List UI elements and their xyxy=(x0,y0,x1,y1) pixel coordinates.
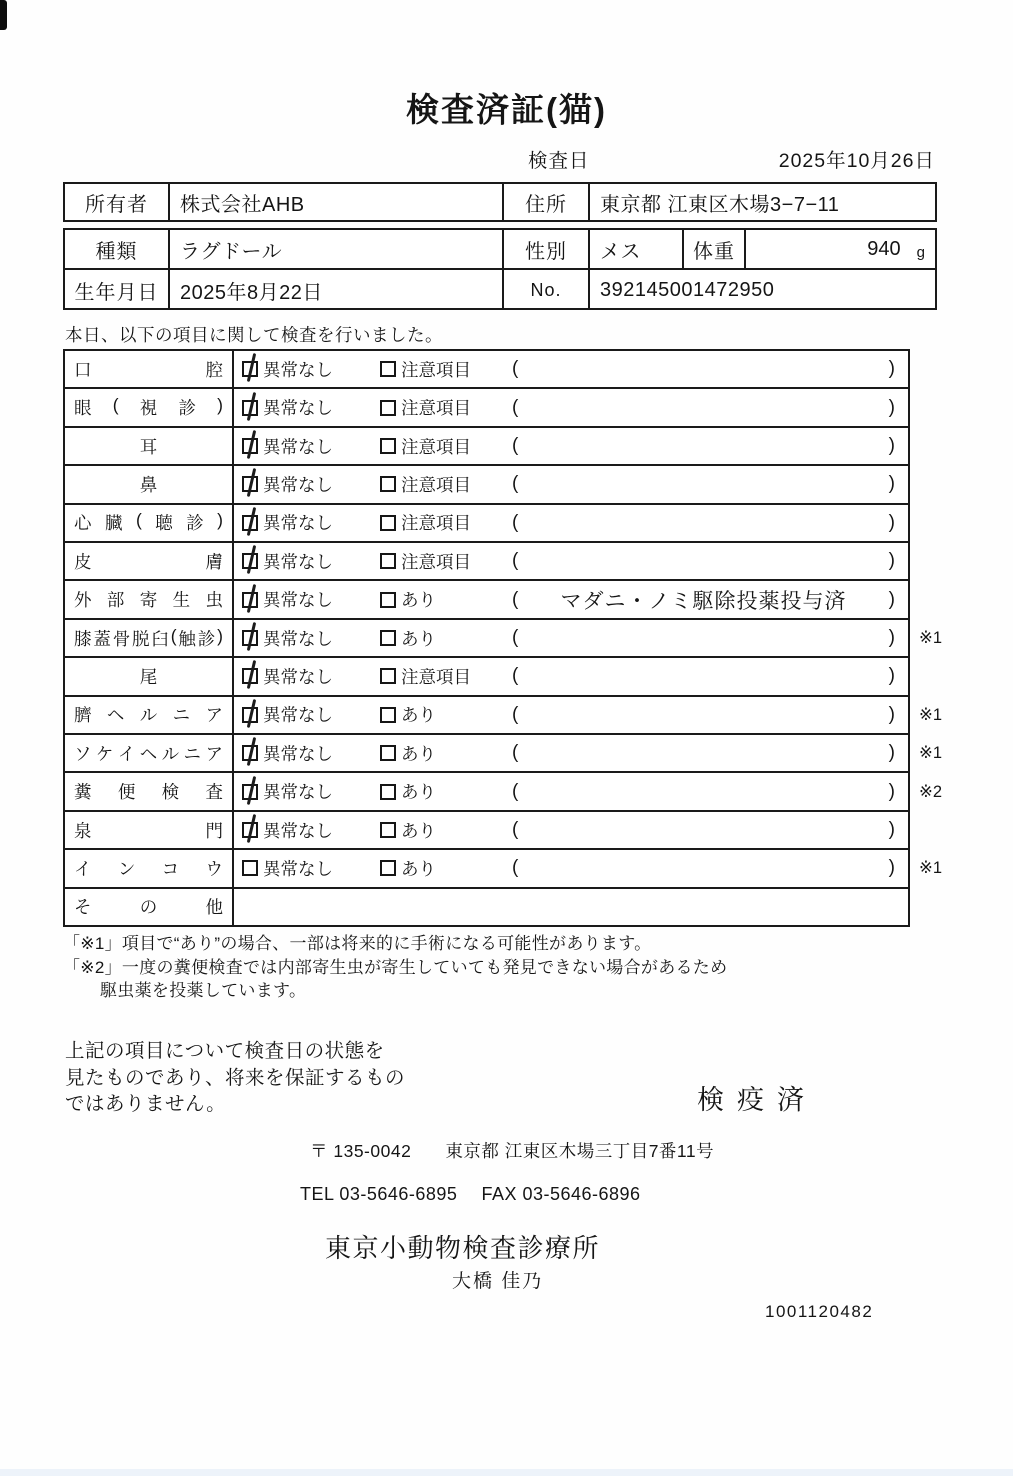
checklist-item-label: 口 腔 xyxy=(65,351,234,387)
alt-option xyxy=(380,779,512,804)
close-paren: ) xyxy=(888,857,895,879)
remark-area xyxy=(512,742,908,764)
alt-option xyxy=(380,434,512,459)
open-paren: ( xyxy=(512,742,519,764)
footnote-marker: ※1 xyxy=(919,744,943,763)
close-paren: ) xyxy=(888,396,895,418)
checklist-options xyxy=(234,543,908,579)
checklist-row xyxy=(65,620,943,658)
normal-option xyxy=(242,357,380,382)
alt-checkbox-label: あり xyxy=(401,590,436,611)
alt-option xyxy=(380,510,512,535)
close-paren: ) xyxy=(888,473,895,495)
sex-value: メス xyxy=(590,230,684,268)
pet-table xyxy=(63,228,937,310)
open-paren: ( xyxy=(512,588,519,610)
checklist-options xyxy=(234,735,908,771)
postal-line xyxy=(310,1138,714,1163)
footnote-marker: ※1 xyxy=(919,859,943,878)
checklist-item-label: 泉 門 xyxy=(65,812,234,848)
alt-checkbox[interactable] xyxy=(380,784,396,800)
normal-checkbox-label: 異常なし xyxy=(263,436,333,457)
tel-fax-line xyxy=(300,1184,641,1205)
footnotes xyxy=(63,932,727,1003)
checklist-options xyxy=(234,389,908,425)
alt-checkbox-label: 注意項目 xyxy=(401,474,471,495)
normal-checkbox[interactable] xyxy=(242,553,258,569)
checklist-item-label: 鼻 xyxy=(65,466,234,502)
alt-checkbox-label: 注意項目 xyxy=(401,436,471,457)
open-paren: ( xyxy=(512,627,519,649)
alt-option xyxy=(380,856,512,881)
alt-checkbox-label: 注意項目 xyxy=(401,359,471,380)
alt-checkbox-label: 注意項目 xyxy=(401,666,471,687)
disclaimer-line-3: ではありません。 xyxy=(65,1093,227,1115)
normal-checkbox[interactable] xyxy=(242,515,258,531)
birthdate-value: 2025年8月22日 xyxy=(170,270,504,310)
checklist-item-label: 耳 xyxy=(65,428,234,464)
alt-checkbox-label: あり xyxy=(401,705,436,726)
checklist-options xyxy=(234,466,908,502)
alt-checkbox-label: あり xyxy=(401,743,436,764)
normal-option xyxy=(242,395,380,420)
page-title: 検査済証(猫) xyxy=(406,91,607,128)
alt-checkbox[interactable] xyxy=(380,476,396,492)
weight-cell xyxy=(746,230,935,268)
weight-value: 940 xyxy=(867,237,901,260)
footnote-marker: ※1 xyxy=(919,629,943,648)
alt-checkbox[interactable] xyxy=(380,707,396,723)
quarantine-passed-stamp: 検疫済 xyxy=(697,1085,817,1115)
checklist-row xyxy=(65,466,908,504)
checklist-options xyxy=(234,505,908,541)
alt-option xyxy=(380,741,512,766)
checklist-item-label: ソ ケ イ ヘ ル ニ ア xyxy=(65,735,234,771)
checklist-item-label: 皮 膚 xyxy=(65,543,234,579)
veterinarian-name: 大橋 佳乃 xyxy=(452,1271,544,1292)
normal-checkbox-label: 異常なし xyxy=(263,820,333,841)
checklist-row xyxy=(65,735,943,773)
close-paren: ) xyxy=(888,703,895,725)
checklist-item-label: イ ン コ ウ xyxy=(65,850,234,886)
checklist-row xyxy=(65,658,908,696)
normal-option xyxy=(242,472,380,497)
normal-checkbox[interactable] xyxy=(242,745,258,761)
remark-area xyxy=(512,435,908,457)
disclaimer xyxy=(65,1038,405,1118)
checklist-row xyxy=(65,889,908,925)
weight-label: 体重 xyxy=(684,230,746,268)
normal-checkbox-label: 異常なし xyxy=(263,513,333,534)
remark-area xyxy=(512,473,908,495)
alt-option xyxy=(380,818,512,843)
normal-checkbox-label: 異常なし xyxy=(263,628,333,649)
checklist-options xyxy=(234,620,908,656)
footnote-2-continued: 駆虫薬を投薬しています。 xyxy=(100,981,307,1000)
normal-checkbox[interactable] xyxy=(242,361,258,377)
normal-option xyxy=(242,434,380,459)
normal-checkbox-label: 異常なし xyxy=(263,398,333,419)
birthdate-label: 生年月日 xyxy=(65,270,170,310)
alt-checkbox[interactable] xyxy=(380,822,396,838)
checklist-item-label: 外 部 寄 生 虫 xyxy=(65,581,234,617)
alt-checkbox-label: 注意項目 xyxy=(401,551,471,572)
checklist-options xyxy=(234,351,908,387)
normal-checkbox-label: 異常なし xyxy=(263,474,333,495)
footnote-2: 「※2」一度の糞便検査では内部寄生虫が寄生していても発見できない場合があるため xyxy=(63,957,728,977)
checklist-options xyxy=(234,889,908,925)
checklist-row xyxy=(65,812,908,850)
close-paren: ) xyxy=(888,665,895,687)
checklist-intro: 本日、以下の項目に関して検査を行いました。 xyxy=(65,325,443,345)
alt-checkbox[interactable] xyxy=(380,515,396,531)
alt-checkbox[interactable] xyxy=(380,668,396,684)
alt-option xyxy=(380,472,512,497)
normal-option xyxy=(242,702,380,727)
alt-checkbox[interactable] xyxy=(380,745,396,761)
normal-checkbox[interactable] xyxy=(242,592,258,608)
clinic-address: 東京都 江東区木場三丁目7番11号 xyxy=(445,1141,715,1161)
normal-checkbox[interactable] xyxy=(242,630,258,646)
normal-checkbox[interactable] xyxy=(242,400,258,416)
remark-area xyxy=(512,665,908,687)
normal-checkbox[interactable] xyxy=(242,822,258,838)
alt-checkbox[interactable] xyxy=(380,630,396,646)
open-paren: ( xyxy=(512,703,519,725)
remark-area xyxy=(512,781,908,803)
number-value: 392145001472950 xyxy=(600,278,775,301)
normal-checkbox-label: 異常なし xyxy=(263,743,333,764)
disclaimer-line-2: 見たものであり、将来を保証するもの xyxy=(65,1066,406,1089)
normal-checkbox-label: 異常なし xyxy=(263,359,333,380)
open-paren: ( xyxy=(512,435,519,457)
checklist-item-label: 心 臓 ( 聴 診 ) xyxy=(65,505,234,541)
checklist-table xyxy=(63,349,943,927)
remark-area xyxy=(512,819,908,841)
normal-option xyxy=(242,818,380,843)
birth-row xyxy=(65,270,935,310)
open-paren: ( xyxy=(512,473,519,495)
checklist-item-label: 糞 便 検 査 xyxy=(65,773,234,809)
breed-row xyxy=(65,230,935,270)
close-paren: ) xyxy=(888,742,895,764)
normal-option xyxy=(242,741,380,766)
checklist-row xyxy=(65,351,908,389)
alt-checkbox-label: あり xyxy=(401,820,436,841)
breed-label: 種類 xyxy=(65,230,170,268)
checklist-options xyxy=(234,658,908,694)
checklist-row xyxy=(65,428,908,466)
open-paren: ( xyxy=(512,550,519,572)
close-paren: ) xyxy=(888,588,895,610)
owner-label: 所有者 xyxy=(65,184,170,220)
checklist-options xyxy=(234,581,908,617)
alt-option xyxy=(380,664,512,689)
inspection-date-label: 検査日 xyxy=(528,150,590,172)
checklist-row xyxy=(65,850,943,888)
normal-option xyxy=(242,626,380,651)
remark-area xyxy=(512,585,908,615)
checklist-options xyxy=(234,697,908,733)
checklist-options xyxy=(234,773,908,809)
owner-table xyxy=(63,182,937,222)
checklist-item-label: 尾 xyxy=(65,658,234,694)
normal-option xyxy=(242,856,380,881)
open-paren: ( xyxy=(512,396,519,418)
tel-number: TEL 03-5646-6895 xyxy=(300,1184,458,1204)
normal-checkbox-label: 異常なし xyxy=(263,590,333,611)
address-label: 住所 xyxy=(504,184,590,220)
checklist-row xyxy=(65,389,908,427)
checklist-row xyxy=(65,697,943,735)
normal-option xyxy=(242,664,380,689)
checklist-row xyxy=(65,505,908,543)
alt-checkbox[interactable] xyxy=(380,592,396,608)
open-paren: ( xyxy=(512,819,519,841)
close-paren: ) xyxy=(888,511,895,533)
alt-option xyxy=(380,702,512,727)
normal-option xyxy=(242,779,380,804)
checklist-options xyxy=(234,812,908,848)
checklist-item-label: 膝 蓋 骨 脱 臼 ( 触 診 ) xyxy=(65,620,234,656)
normal-option xyxy=(242,587,380,612)
weight-unit: g xyxy=(916,243,925,261)
alt-checkbox-label: 注意項目 xyxy=(401,513,471,534)
footnote-marker: ※2 xyxy=(919,782,943,801)
sex-label: 性別 xyxy=(504,230,590,268)
normal-checkbox[interactable] xyxy=(242,784,258,800)
normal-checkbox-label: 異常なし xyxy=(263,666,333,687)
alt-checkbox-label: あり xyxy=(401,782,436,803)
checklist-row xyxy=(65,581,908,619)
remark-text: マダニ・ノミ駆除投薬投与済 xyxy=(560,589,847,613)
checklist-item-label: 眼 ( 視 診 ) xyxy=(65,389,234,425)
postal-code: 〒 135-0042 xyxy=(310,1141,412,1161)
remark-area xyxy=(512,397,908,419)
normal-checkbox-label: 異常なし xyxy=(263,551,333,572)
serial-number: 1001120482 xyxy=(765,1302,874,1321)
close-paren: ) xyxy=(888,780,895,802)
remark-area xyxy=(512,358,908,380)
open-paren: ( xyxy=(512,857,519,879)
normal-checkbox[interactable] xyxy=(242,438,258,454)
checklist-item-label: 臍 ヘ ル ニ ア xyxy=(65,697,234,733)
alt-option xyxy=(380,395,512,420)
alt-option xyxy=(380,549,512,574)
open-paren: ( xyxy=(512,780,519,802)
alt-option xyxy=(380,587,512,612)
normal-checkbox-label: 異常なし xyxy=(263,858,333,879)
normal-checkbox-label: 異常なし xyxy=(263,705,333,726)
alt-option xyxy=(380,626,512,651)
fax-number: FAX 03-5646-6896 xyxy=(481,1184,641,1204)
alt-checkbox[interactable] xyxy=(380,860,396,876)
footnote-1: 「※1」項目で“あり”の場合、一部は将来的に手術になる可能性があります。 xyxy=(63,934,652,953)
scan-artifact-mark xyxy=(0,0,7,30)
scan-edge-strip xyxy=(0,1469,1013,1476)
remark-area xyxy=(512,550,908,572)
owner-row xyxy=(65,184,935,220)
inspection-date-value: 2025年10月26日 xyxy=(778,150,935,172)
disclaimer-line-1: 上記の項目について検査日の状態を xyxy=(65,1040,385,1062)
open-paren: ( xyxy=(512,511,519,533)
breed-value: ラグドール xyxy=(170,230,504,268)
remark-area xyxy=(512,627,908,649)
clinic-name: 東京小動物検査診療所 xyxy=(325,1233,601,1263)
remark-area xyxy=(512,704,908,726)
alt-option xyxy=(380,357,512,382)
alt-checkbox-label: あり xyxy=(401,628,436,649)
number-label: No. xyxy=(504,270,590,310)
alt-checkbox-label: あり xyxy=(401,858,436,879)
normal-option xyxy=(242,510,380,535)
normal-checkbox[interactable] xyxy=(242,476,258,492)
close-paren: ) xyxy=(888,435,895,457)
alt-checkbox[interactable] xyxy=(380,553,396,569)
close-paren: ) xyxy=(888,819,895,841)
open-paren: ( xyxy=(512,665,519,687)
alt-checkbox[interactable] xyxy=(380,438,396,454)
alt-checkbox[interactable] xyxy=(380,400,396,416)
checklist-row xyxy=(65,543,908,581)
checklist-item-label: そ の 他 xyxy=(65,889,234,925)
close-paren: ) xyxy=(888,627,895,649)
close-paren: ) xyxy=(888,358,895,380)
normal-option xyxy=(242,549,380,574)
checklist-row xyxy=(65,773,943,811)
remark-area xyxy=(512,512,908,534)
owner-value: 株式会社AHB xyxy=(170,184,504,220)
normal-checkbox[interactable] xyxy=(242,668,258,684)
normal-checkbox[interactable] xyxy=(242,707,258,723)
inspection-date-line xyxy=(500,145,937,173)
close-paren: ) xyxy=(888,550,895,572)
normal-checkbox-label: 異常なし xyxy=(263,782,333,803)
address-value: 東京都 江東区木場3−7−11 xyxy=(600,193,840,216)
alt-checkbox-label: 注意項目 xyxy=(401,398,471,419)
open-paren: ( xyxy=(512,358,519,380)
normal-checkbox[interactable] xyxy=(242,860,258,876)
footnote-marker: ※1 xyxy=(919,705,943,724)
remark-area xyxy=(512,857,908,879)
alt-checkbox[interactable] xyxy=(380,361,396,377)
checklist-options xyxy=(234,850,908,886)
checklist-options xyxy=(234,428,908,464)
